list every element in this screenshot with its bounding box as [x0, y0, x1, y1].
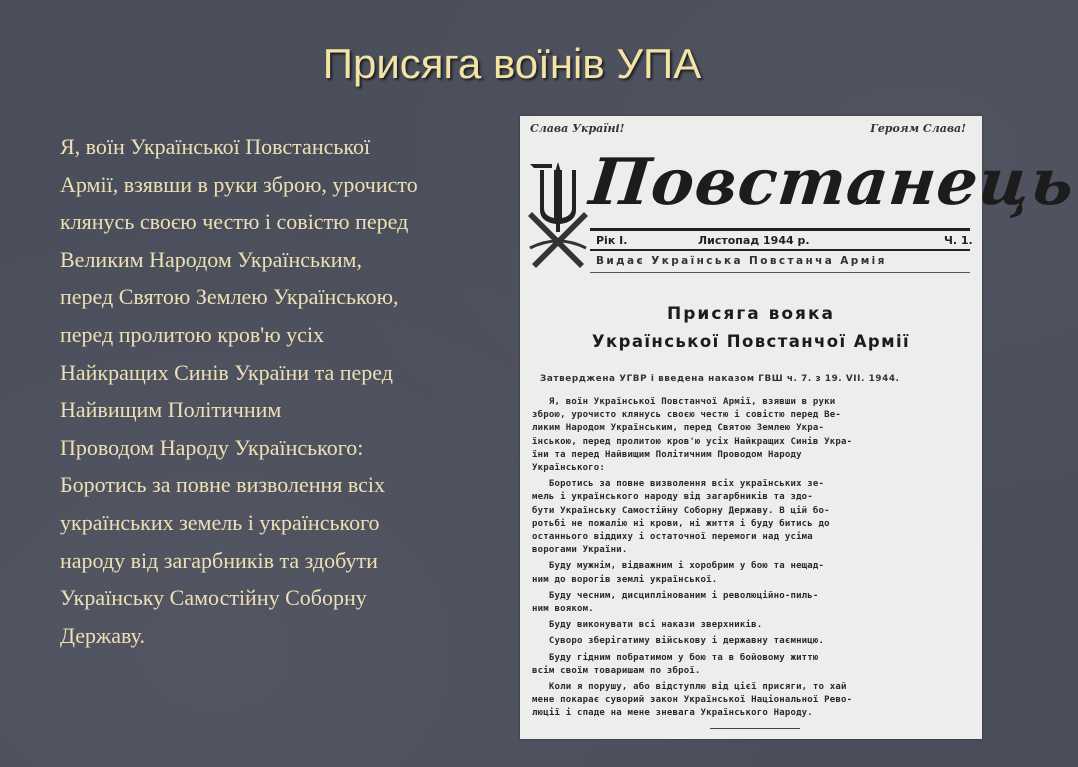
article-line: останнього віддиху і остаточної перемоги над усіма — [532, 532, 813, 543]
oath-line: народу від загарбників та здобути — [60, 547, 378, 573]
oath-line: Найвищим Політичним — [60, 397, 282, 423]
slide-title: Присяга воїнів УПА — [322, 40, 702, 87]
article-line: бути Українську Самостійну Соборну Державу. В цій бо- — [532, 505, 830, 516]
article-line: Я, воїн Української Повстанчої Армії, взявши в руки — [532, 397, 836, 407]
article-body — [532, 396, 972, 724]
article-line: Коли я порушу, або відступлю від цієї присяги, то хай — [532, 682, 847, 693]
newspaper-date: Листопад 1944 р. — [698, 234, 810, 247]
oath-line: Армії, взявши в руки зброю, урочисто — [60, 171, 418, 197]
article-line: Буду мужнім, відважним і хоробрим у бою та нещад- — [532, 561, 825, 572]
oath-line: Найкращих Синів України та перед — [60, 359, 393, 385]
newspaper-publisher: Видає Українська Повстанча Армія — [596, 255, 887, 267]
oath-line: Українську Самостійну Соборну — [60, 585, 367, 611]
oath-line: Я, воїн Української Повстанської — [60, 134, 371, 159]
masthead-rule — [590, 228, 970, 231]
publisher-rule — [590, 272, 970, 273]
oath-line: перед пролитою кров'ю усіх — [60, 321, 325, 347]
article-line: ротьбі не пожалію ні крови, ні життя і буду битись до — [532, 518, 830, 529]
article-line: мель і українського народу від загарбників та здо- — [532, 492, 813, 503]
article-line: ним вояком. — [532, 604, 594, 615]
newspaper-masthead: Повстанець — [586, 145, 1078, 220]
article-line: Суворо зберігатиму військову і державну таємницю. — [532, 636, 825, 647]
newspaper-image — [520, 116, 1078, 739]
article-line: Буду виконувати всі накази зверхників. — [532, 620, 763, 631]
article-line: всім своїм товаришам по зброї. — [532, 665, 701, 676]
article-line: Боротись за повне визволення всіх українських зе- — [532, 479, 825, 490]
oath-text — [60, 128, 500, 654]
newspaper-issue: Ч. 1. — [944, 234, 973, 247]
newspaper-slogan-left: Слава Україні! — [530, 122, 625, 135]
article-paragraph — [532, 681, 972, 721]
article-title-line-2: Української Повстанчої Армії — [591, 332, 911, 351]
article-line: ликим Народом Українським, перед Святою Землею Укра- — [532, 423, 825, 434]
article-paragraph — [532, 560, 972, 586]
article-line: їни та перед Найвищим Політичним Проводом Народу — [532, 449, 802, 460]
article-paragraph — [532, 635, 972, 648]
oath-line: Проводом Народу Українського: — [60, 434, 364, 460]
article-line: мене покарає суворий закон Української Національної Рево- — [532, 695, 853, 706]
oath-line: українських земель і українського — [60, 509, 380, 535]
newspaper-slogan-right: Героям Слава! — [870, 122, 966, 135]
oath-line: клянусь своєю честю і совістю перед — [60, 209, 409, 235]
article-title-line-1: Присяга вояка — [667, 304, 835, 324]
meta-rule — [590, 249, 970, 251]
article-line: зброю, урочисто клянусь своєю честю і совістю перед Ве- — [532, 410, 842, 421]
article-line: ворогами України. — [532, 545, 628, 556]
article-line: ним до ворогів землі української. — [532, 574, 718, 585]
article-end-rule — [710, 728, 800, 729]
article-paragraph — [532, 478, 972, 557]
article-approval-note: Затверджена УГВР і введена наказом ГВШ ч. 7. з 19. VII. 1944. — [540, 374, 900, 384]
article-paragraph — [532, 619, 972, 632]
article-line: їнською, перед пролитою кров'ю усіх Найкращих Синів Укра- — [532, 436, 853, 447]
oath-line: перед Святою Землею Українською, — [60, 284, 399, 310]
article-line: Буду чесним, дисциплінованим і революційно-пиль- — [532, 590, 819, 601]
oath-line: Державу. — [60, 622, 145, 648]
oath-line: Боротись за повне визволення всіх — [60, 472, 386, 498]
trident-crossed-swords-icon — [526, 152, 590, 270]
article-line: люції і спаде на мене зневага Українського Народу. — [532, 708, 813, 719]
article-paragraph — [532, 652, 972, 678]
article-paragraph — [532, 590, 972, 616]
article-line: Українського: — [532, 463, 606, 474]
newspaper-year: Рік І. — [596, 234, 628, 247]
oath-line: Великим Народом Українським, — [60, 246, 362, 272]
article-line: Буду гідним побратимом у бою та в бойовому життю — [532, 652, 819, 663]
article-paragraph — [532, 396, 972, 475]
